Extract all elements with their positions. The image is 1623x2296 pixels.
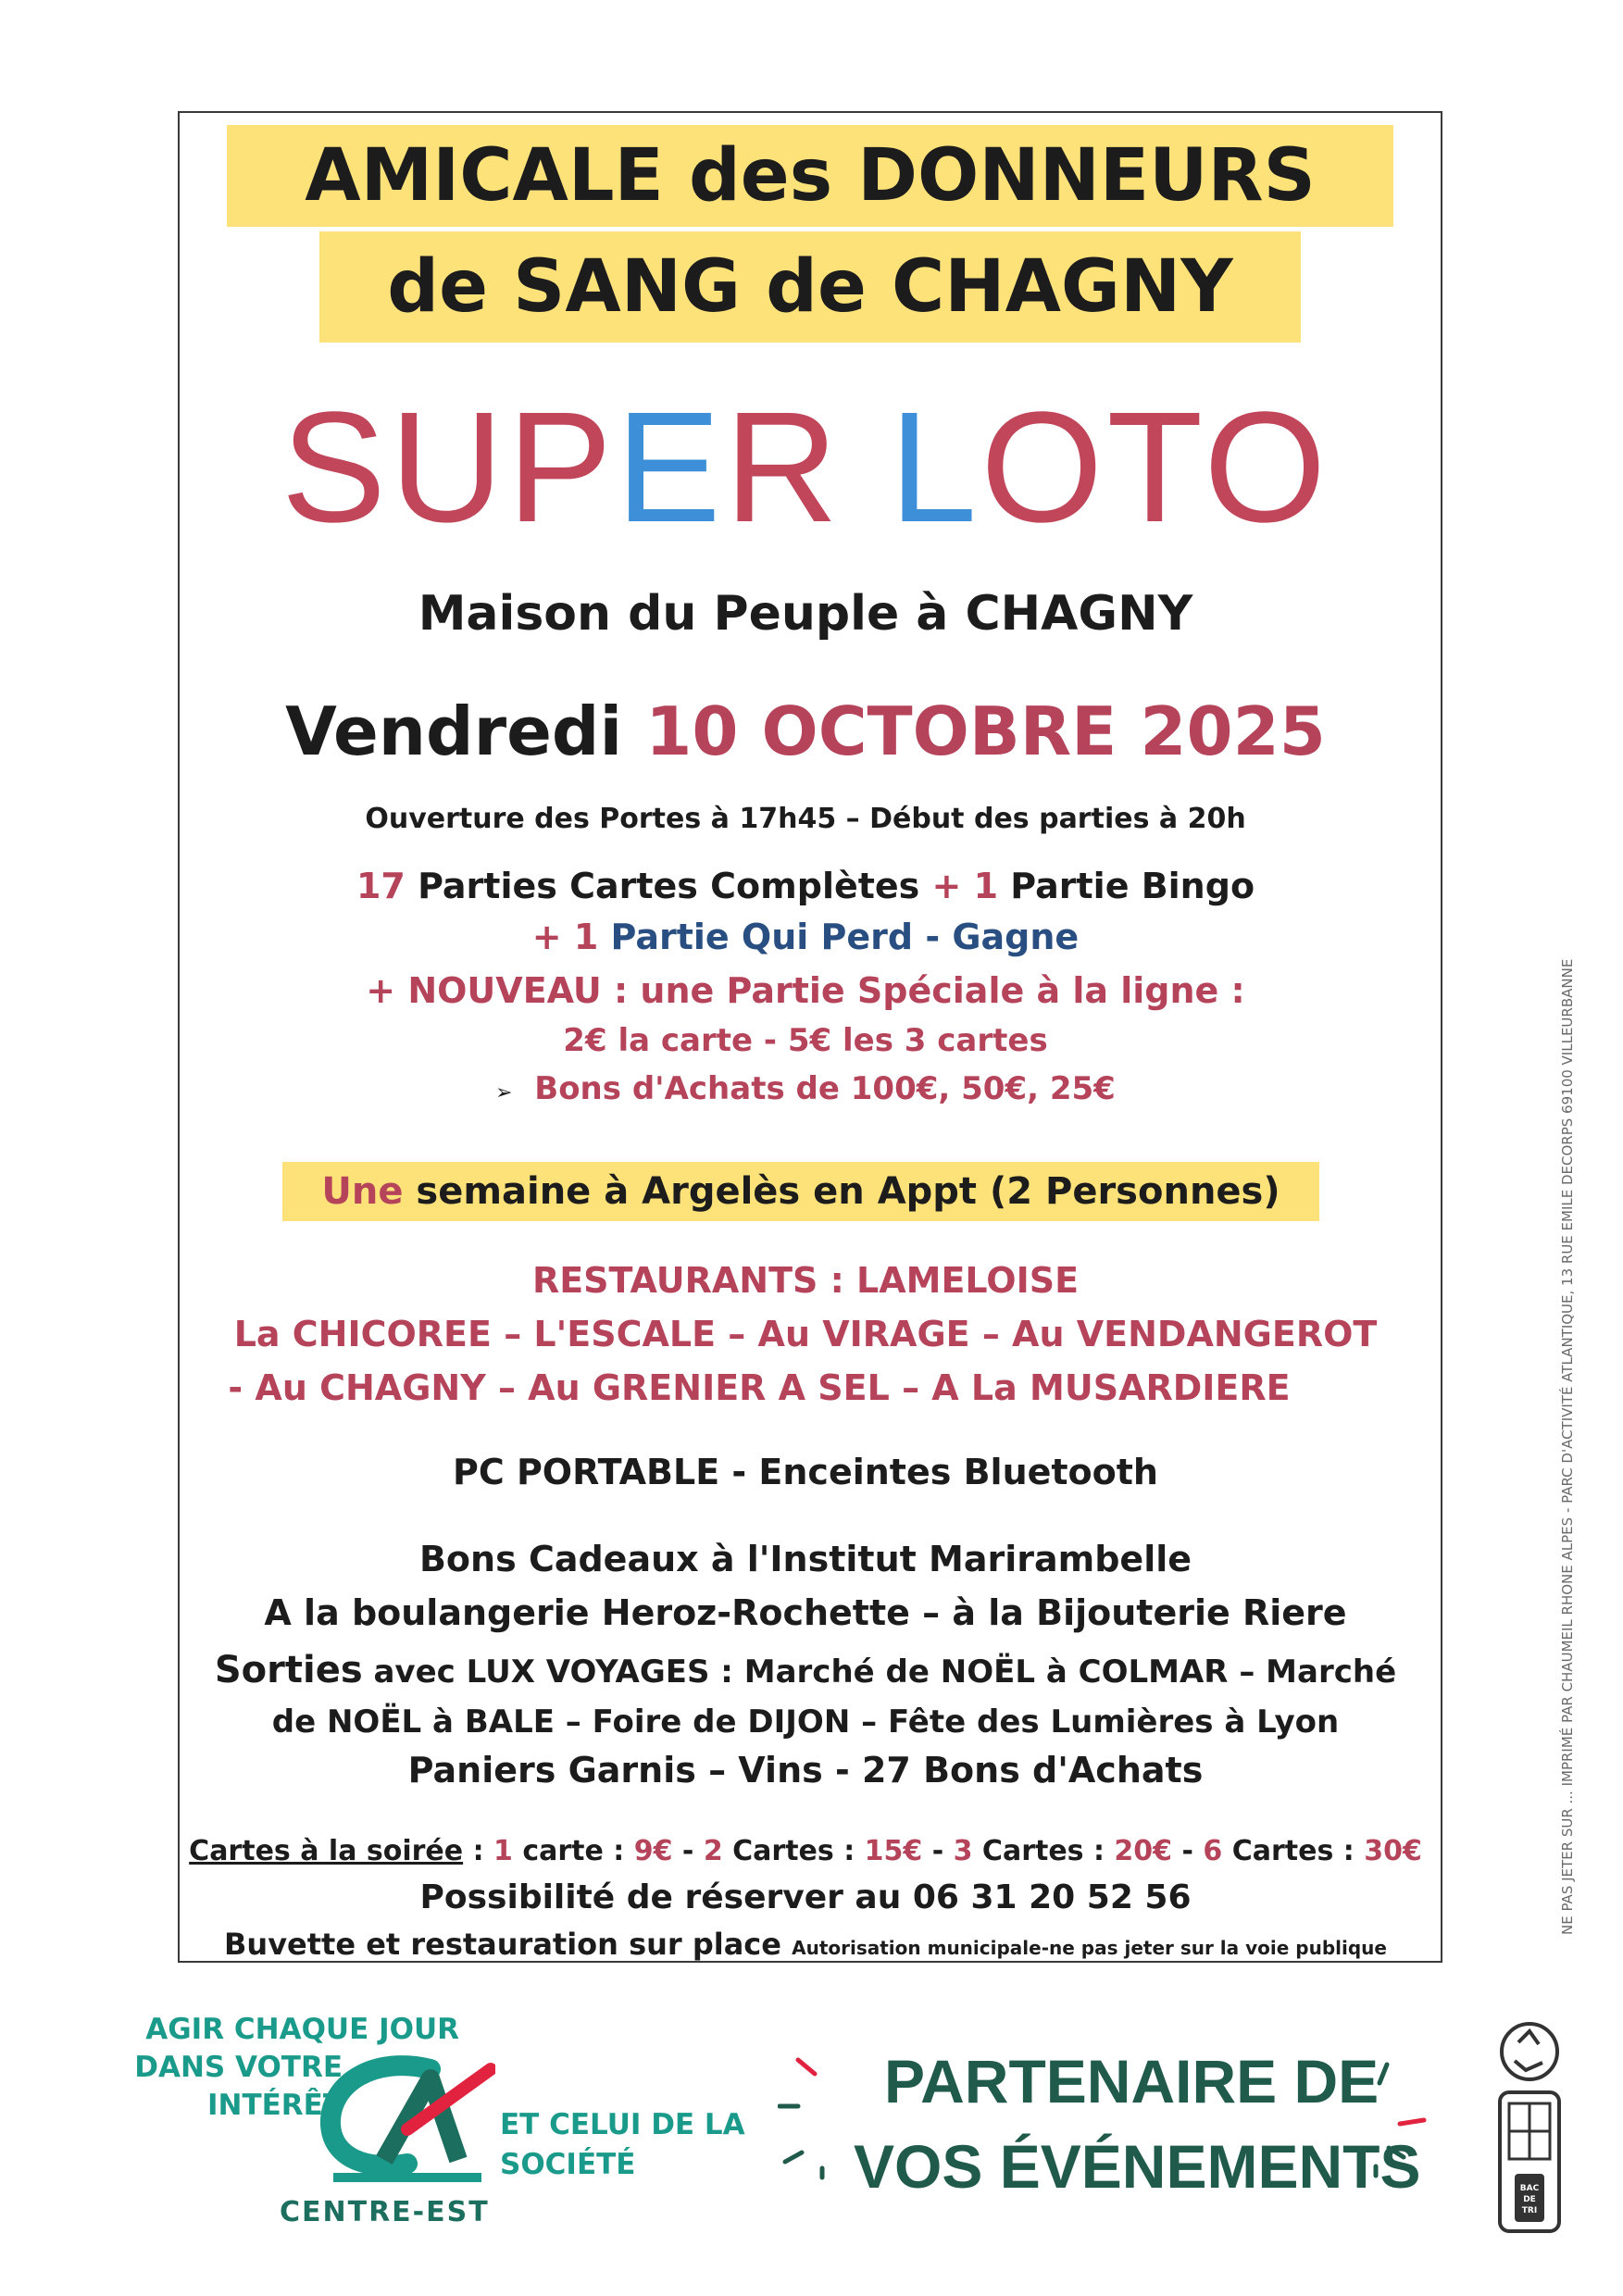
sponsor-tagline-5: SOCIÉTÉ (500, 2148, 636, 2181)
pricing-unit: Cartes : (722, 1835, 865, 1867)
pricing-count: 1 (493, 1835, 513, 1867)
pricing-unit: Cartes : (1222, 1835, 1365, 1867)
restaurants-line-2: La CHICOREE – L'ESCALE – Au VIRAGE – Au VENDANGEROT (233, 1314, 1378, 1354)
svg-text:DE: DE (1523, 2195, 1536, 2204)
venue: Maison du Peuple à CHAGNY (418, 586, 1193, 642)
pricing-price: 9€ (633, 1835, 673, 1867)
title-part: E (616, 380, 725, 555)
semaine-prize (282, 1162, 1319, 1221)
buvette-line (157, 1920, 1454, 1972)
opening-hours: Ouverture des Portes à 17h45 – Début des parties à 20h (365, 803, 1246, 835)
pricing-sep: : (463, 1835, 494, 1867)
pricing-count: 3 (953, 1835, 973, 1867)
parties-count: 17 (356, 866, 406, 906)
parties-text: Partie Qui Perd - Gagne (610, 917, 1080, 957)
printer-imprint: NE PAS JETER SUR ... IMPRIMÉ PAR CHAUMEIL RHONE ALPES - PARC D'ACTIVITÉ ATLANTIQUE, 13 RUE EMILE DECORPS 69100 VILLEURBANNE (1559, 958, 1576, 1935)
parties-line-3: + NOUVEAU : une Partie Spéciale à la ligne : (366, 970, 1245, 1011)
credit-agricole-logo-icon (319, 2051, 495, 2190)
association-title-line1: AMICALE des DONNEURS (227, 125, 1393, 227)
event-date (157, 685, 1454, 778)
pricing-price: 30€ (1364, 1835, 1422, 1867)
restaurants-line-1: RESTAURANTS : LAMELOISE (531, 1260, 1080, 1301)
sorties-line-2: de NOËL à BALE – Foire de DIJON – Fête des Lumières à Lyon (271, 1703, 1340, 1741)
title-part: L (889, 380, 981, 555)
parties-plus: + (931, 866, 974, 906)
event-date-value: 10 OCTOBRE 2025 (645, 693, 1326, 770)
pricing-sep: - (1172, 1835, 1204, 1867)
sorties-word: Sorties (214, 1649, 363, 1691)
reservation-phone: Possibilité de réserver au 06 31 20 52 56 (419, 1878, 1192, 1916)
paniers-line: Paniers Garnis – Vins - 27 Bons d'Achats (407, 1750, 1204, 1791)
sponsor-region: CENTRE-EST (280, 2196, 490, 2228)
pricing-count: 2 (703, 1835, 723, 1867)
sorties-line-1 (157, 1643, 1454, 1699)
bons-achats-line (157, 1065, 1454, 1117)
parties-plus: + 1 (531, 917, 611, 957)
svg-text:TRI: TRI (1521, 2206, 1538, 2215)
bons-achats-text: Bons d'Achats de 100€, 50€, 25€ (534, 1070, 1116, 1107)
pricing-unit: carte : (512, 1835, 634, 1867)
sponsor-tagline-3: INTÉRÊT (207, 2089, 343, 2122)
bons-cadeaux: Bons Cadeaux à l'Institut Marirambelle (418, 1539, 1192, 1579)
pricing-label: Cartes à la soirée (189, 1835, 464, 1867)
sponsor-tagline-4: ET CELUI DE LA (500, 2108, 745, 2141)
pricing-unit: Cartes : (972, 1835, 1115, 1867)
pricing-sep: - (922, 1835, 954, 1867)
parties-line-1 (157, 861, 1454, 911)
semaine-une: Une (321, 1170, 404, 1213)
partenaire-line-1: PARTENAIRE DE (884, 2047, 1380, 2115)
super-loto-title (157, 375, 1454, 560)
association-title-line2: de SANG de CHAGNY (319, 231, 1301, 343)
sponsor-tagline-1: AGIR CHAQUE JOUR (145, 2013, 459, 2046)
event-day: Vendredi (285, 693, 646, 770)
partenaire-line-2: VOS ÉVÉNEMENTS (854, 2132, 1421, 2201)
sorties-text: avec LUX VOYAGES : Marché de NOËL à COLMAR – Marché (362, 1653, 1397, 1691)
pc-prize: PC PORTABLE - Enceintes Bluetooth (452, 1452, 1158, 1492)
svg-text:BAC: BAC (1519, 2184, 1540, 2193)
boulangerie-line: A la boulangerie Heroz-Rochette – à la Bijouterie Riere (264, 1592, 1347, 1633)
pricing-sep: - (672, 1835, 704, 1867)
restaurants-line-3: - Au CHAGNY – Au GRENIER A SEL – A La MUSARDIERE (228, 1367, 1291, 1408)
pricing-line (157, 1828, 1454, 1875)
arrow-bullet-icon: ➢ (495, 1081, 513, 1104)
buvette-text: Buvette et restauration sur place (224, 1927, 793, 1962)
special-price: 2€ la carte - 5€ les 3 cartes (563, 1022, 1048, 1059)
autorisation-text: Autorisation municipale-ne pas jeter sur la voie publique (792, 1937, 1387, 1959)
parties-count: 1 (973, 866, 999, 906)
recycle-triman-icon (1492, 2018, 1567, 2240)
sponsor-tagline-2: DANS VOTRE (134, 2051, 343, 2084)
parties-text: Parties Cartes Complètes (405, 866, 932, 906)
title-part: SUP (281, 380, 617, 555)
title-part: R (724, 380, 890, 555)
parties-line-2 (157, 912, 1454, 962)
pricing-count: 6 (1203, 1835, 1223, 1867)
pricing-price: 15€ (864, 1835, 923, 1867)
pricing-price: 20€ (1114, 1835, 1173, 1867)
title-part: OTO (980, 380, 1330, 555)
parties-text: Partie Bingo (998, 866, 1255, 906)
semaine-text: semaine à Argelès en Appt (2 Personnes) (403, 1170, 1280, 1213)
